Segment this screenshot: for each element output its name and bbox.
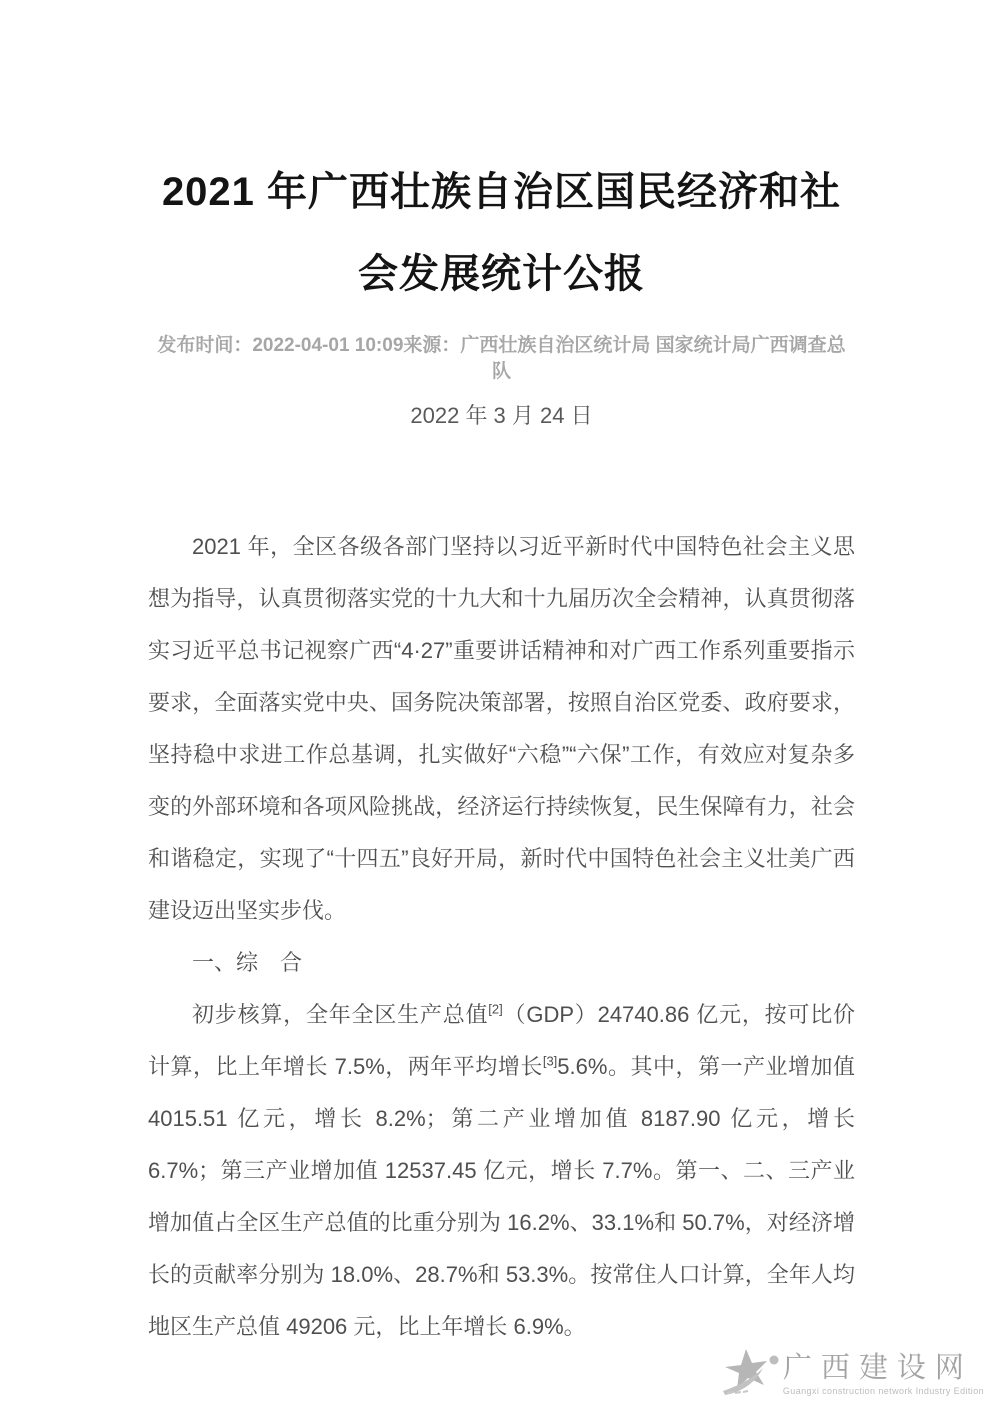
shooting-star-icon (713, 1347, 779, 1399)
watermark-text-block (783, 1347, 984, 1396)
paragraph-gdp-overview (148, 989, 855, 1353)
footnote-ref-3: [3] (542, 1053, 558, 1069)
watermark-site-subtitle: Guangxi construction network Industry Edition (782, 1386, 984, 1396)
gdp-text-segment-2: （GDP）24740.86 亿元，按可比价计算，比上年增长 7.5%，两年平均增长 (148, 1002, 855, 1079)
article-date: 2022 年 3 月 24 日 (410, 403, 593, 428)
site-watermark (713, 1347, 984, 1399)
footnote-ref-2: [2] (488, 1001, 503, 1017)
paragraph-intro: 2021 年，全区各级各部门坚持以习近平新时代中国特色社会主义思想为指导，认真贯彻落实党的十九大和十九届历次全会精神，认真贯彻落实习近平总书记视察广西“4·27”重要讲话精神和对广西工作系列重要指示要求，全面落实党中央、国务院决策部署，按照自治区党委、政府要求，坚持稳中求进工作总基调，扎实做好“六稳”“六保”工作，有效应对复杂多变的外部环境和各项风险挑战，经济运行持续恢复，民生保障有力，社会和谐稳定，实现了“十四五”良好开局，新时代中国特色社会主义壮美广西建设迈出坚实步伐。 (148, 534, 855, 923)
watermark-site-name: 广西建设网 (782, 1352, 973, 1384)
article-body (148, 521, 855, 1353)
gdp-text-segment-1: 初步核算，全年全区生产总值 (192, 1002, 489, 1027)
publish-meta-line: 发布时间：2022-04-01 10:09来源：广西壮族自治区统计局 国家统计局广西调查总队 (157, 335, 846, 382)
article-title: 2021 年广西壮族自治区国民经济和社会发展统计公报 (161, 170, 842, 296)
gdp-text-segment-3: 5.6%。其中，第一产业增加值 4015.51 亿元，增长 8.2%；第二产业增加值 8187.90 亿元，增长 6.7%；第三产业增加值 12537.45 亿元，增长 7.7%。第一、二、三产业增加值占全区生产总值的比重分别为 16.2%、33.1%和 50.7%，对经济增长的贡献率分别为 18.0%、28.7%和 53.3%。按常住人口计算，全年人均地区生产总值 49206 元，比上年增长 6.9%。 (148, 1054, 855, 1339)
section-heading-overview: 一、综 合 (192, 950, 303, 975)
